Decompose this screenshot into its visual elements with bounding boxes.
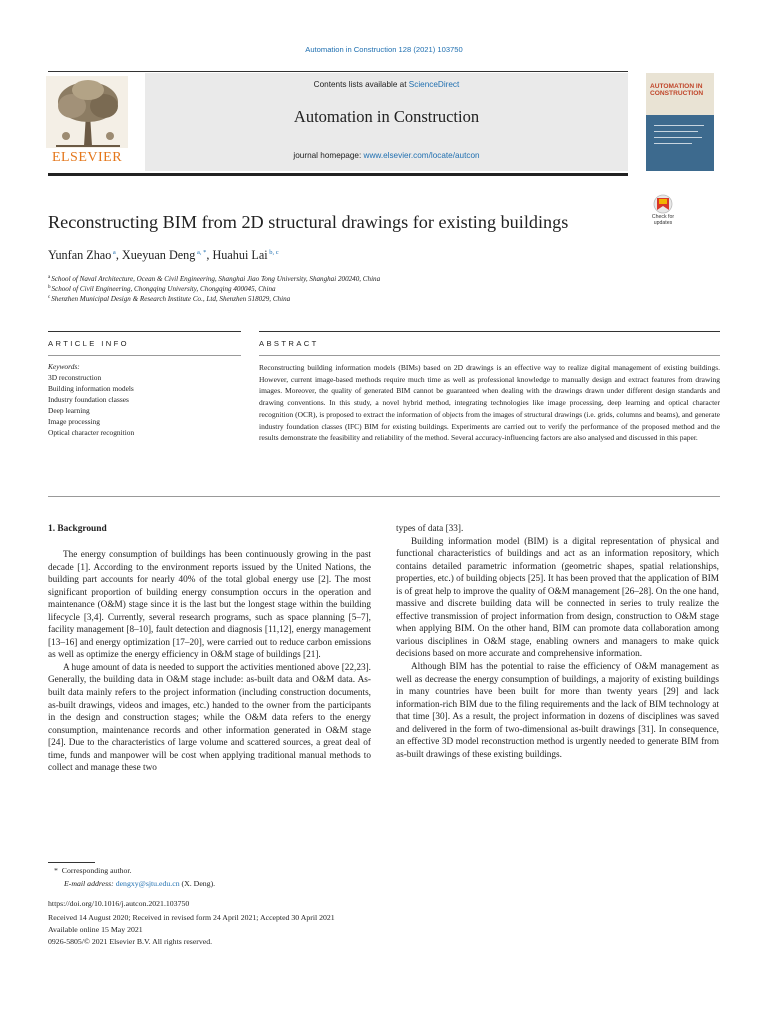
keyword-item: Deep learning xyxy=(48,406,90,415)
journal-citation-link[interactable]: Automation in Construction 128 (2021) 103750 xyxy=(305,45,463,54)
affiliation-mark: b xyxy=(48,285,51,290)
affiliation-text: Shenzhen Municipal Design & Research Institute Co., Ltd, Shenzhen 518029, China xyxy=(51,295,291,303)
author-separator: , xyxy=(115,248,122,262)
header-bottom-rule xyxy=(48,173,628,176)
affiliation-mark: c xyxy=(48,295,51,300)
article-info-heading: ARTICLE INFO xyxy=(48,339,129,348)
cover-line xyxy=(654,137,702,138)
body-column-right xyxy=(396,523,719,761)
copyright: 0926-5805/© 2021 Elsevier B.V. All rights reserved. xyxy=(48,937,213,946)
abstract-text: Reconstructing building information models (BIMs) based on 2D drawings is an effective way to realize digital management of existing buildings. However, current image-based methods require much time as well as professional knowledge to manually design and extract features from drawing images. Moreover, the quality of generated BIM cannot be guaranteed when dealing with the drawings drawn under different design standards and drawing conventions. In this study, a novel hybrid method, integrating technologies like image processing, deep learning and optical character recognition (OCR), is proposed to extract the information of objects from the images of structural drawings (i.e. grids, columns and beams), and generate industry foundation classes (IFC) BIM for existing buildings. Experiments are carried out to verify the performance of the proposed method and the results demonstrate the feasibility and reliability of the method. Several accuracy-influencing factors are also analysed and discussed in this paper. xyxy=(259,363,720,443)
body-paragraph: Building information model (BIM) is a digital representation of physical and functional characteristics of buildings and act as an information repository, which contains detailed parametric information (geometric shapes, spatial relationships, properties, etc.) of building objects [25]. It has been proved that the application of BIM is of great help to improve the quality of O&M management [26–28]. On the one hand, massive and discrete building data will be connected in series to truly realize the effective transmission of project information from design, construction to O&M stage when applying BIM. On the other hand, BIM can promote data collaboration among various disciplines in O&M stage, enabling owners and managers to make quick decisions based on more accurate and comprehensive information. xyxy=(396,536,719,660)
abstract-subrule xyxy=(259,355,720,356)
elsevier-tree-icon xyxy=(46,76,128,148)
homepage-prefix: journal homepage: xyxy=(293,151,364,160)
journal-banner xyxy=(145,73,628,171)
corresponding-text: Corresponding author. xyxy=(61,866,132,875)
asterisk-mark: * xyxy=(54,866,62,875)
footnote-rule xyxy=(48,862,95,863)
elsevier-logo[interactable] xyxy=(46,76,128,166)
author-affiliation-mark[interactable]: a, * xyxy=(195,249,207,256)
email-label: E-mail address: xyxy=(64,879,116,888)
contents-line xyxy=(145,80,628,89)
cover-title: AUTOMATION IN CONSTRUCTION xyxy=(650,83,704,97)
abstract-heading: ABSTRACT xyxy=(259,339,319,348)
paper-title: Reconstructing BIM from 2D structural drawings for existing buildings xyxy=(48,212,569,232)
contents-prefix: Contents lists available at xyxy=(313,80,409,89)
crossmark-icon xyxy=(646,194,680,214)
check-for-updates-badge[interactable] xyxy=(646,194,680,232)
body-paragraph: A huge amount of data is needed to support the activities mentioned above [22,23]. Generally, the building data in O&M stage include: as-built data and O&M data. As-built data mainly refers to the project information (including construction documents, as-built drawings, videos and images, etc.) handed to the owner from the participants in the design and construction stages; while the O&M data refers to the energy consumption, maintenance records and other information generated in O&M stage [24]. Due to the characteristics of large volume and scattered sources, a great deal of time, funds and manpower will be cost when applying traditional manual methods to collect and manage these two xyxy=(48,662,371,774)
keyword-item: Image processing xyxy=(48,417,100,426)
abstract-rule xyxy=(259,331,720,332)
keyword-item: Industry foundation classes xyxy=(48,395,129,404)
section-heading-background: 1. Background xyxy=(48,524,107,534)
keyword-item: Optical character recognition xyxy=(48,428,135,437)
affiliation-text: School of Civil Engineering, Chongqing University, Chongqing 400045, China xyxy=(51,285,276,293)
cover-line xyxy=(654,131,698,132)
author-affiliation-mark[interactable]: b, c xyxy=(267,249,279,256)
author-name: Huahui Lai xyxy=(212,248,268,262)
article-info-rule xyxy=(48,331,241,332)
author-name: Xueyuan Deng xyxy=(121,248,196,262)
body-paragraph-continued: types of data [33]. xyxy=(396,524,464,534)
affiliation-a xyxy=(48,275,380,283)
sciencedirect-link[interactable]: ScienceDirect xyxy=(408,80,460,89)
body-column-left xyxy=(48,549,371,775)
cover-line xyxy=(654,125,704,126)
journal-title: Automation in Construction xyxy=(293,107,480,126)
corresponding-author-note xyxy=(54,866,132,875)
abstract-bottom-rule xyxy=(48,496,720,497)
email-note xyxy=(64,879,215,888)
homepage-line xyxy=(145,151,628,160)
affiliation-text: School of Naval Architecture, Ocean & Civil Engineering, Shanghai Jiao Tong University, Shanghai 200240, China xyxy=(51,275,381,283)
received-dates: Received 14 August 2020; Received in revised form 24 April 2021; Accepted 30 April 2021 xyxy=(48,913,335,922)
body-paragraph: Although BIM has the potential to raise the efficiency of O&M management as well as decrease the energy consumption of buildings, a majority of existing buildings in many countries have been built for more than twenty years [29] and lack information-rich BIM due to the filing requirements and the lack of BIM technology at that time [30]. As a result, the project information in dozens of disciplines was saved and delivered in the form of two-dimensional as-built drawings [31]. In consequence, an effective 3D model reconstruction method is urgently needed to generate BIM from as-built drawings of these existing buildings. xyxy=(396,662,719,760)
header-top-rule xyxy=(48,71,628,72)
keywords-label: Keywords: xyxy=(48,362,80,371)
author-affiliation-mark[interactable]: a xyxy=(111,249,116,256)
email-suffix: (X. Deng). xyxy=(179,879,216,888)
keyword-item: 3D reconstruction xyxy=(48,373,102,382)
email-link[interactable]: dengxy@sjtu.edu.cn xyxy=(115,879,180,888)
available-online: Available online 15 May 2021 xyxy=(48,925,143,934)
homepage-link[interactable]: www.elsevier.com/locate/autcon xyxy=(363,151,480,160)
keyword-item: Building information models xyxy=(48,384,134,393)
journal-cover-thumbnail[interactable] xyxy=(646,73,714,171)
affiliation-b xyxy=(48,285,276,293)
affiliation-c xyxy=(48,295,290,303)
affiliation-mark: a xyxy=(48,275,51,280)
author-name: Yunfan Zhao xyxy=(48,248,112,262)
article-info-subrule xyxy=(48,355,241,356)
author-separator: , xyxy=(206,248,213,262)
body-paragraph: The energy consumption of buildings has been continuously growing in the past decade [1]. According to the environment reports issued by the United Nations, the building part accounts for nearly 40% of the total global energy use [2]. The most significant proportion of building energy consumption occurs in the operation and maintenance (O&M) stage since it is the last but the longest stage within the building lifecycle [3,4]. Currently, several research programs, such as space planning [5–7], facility management [8–10], fault detection and diagnosis [11,12], energy management [13–16] and energy optimization [17–20], were carried out to reduce carbon emissions as well as optimize the energy efficiency in O&M stage of buildings [21]. xyxy=(48,550,371,661)
doi-link[interactable]: https://doi.org/10.1016/j.autcon.2021.103750 xyxy=(48,899,190,908)
cover-line xyxy=(654,143,692,144)
publisher-name: ELSEVIER xyxy=(51,150,123,165)
author-list xyxy=(48,248,279,263)
crossmark-label: Check for updates xyxy=(651,214,675,226)
